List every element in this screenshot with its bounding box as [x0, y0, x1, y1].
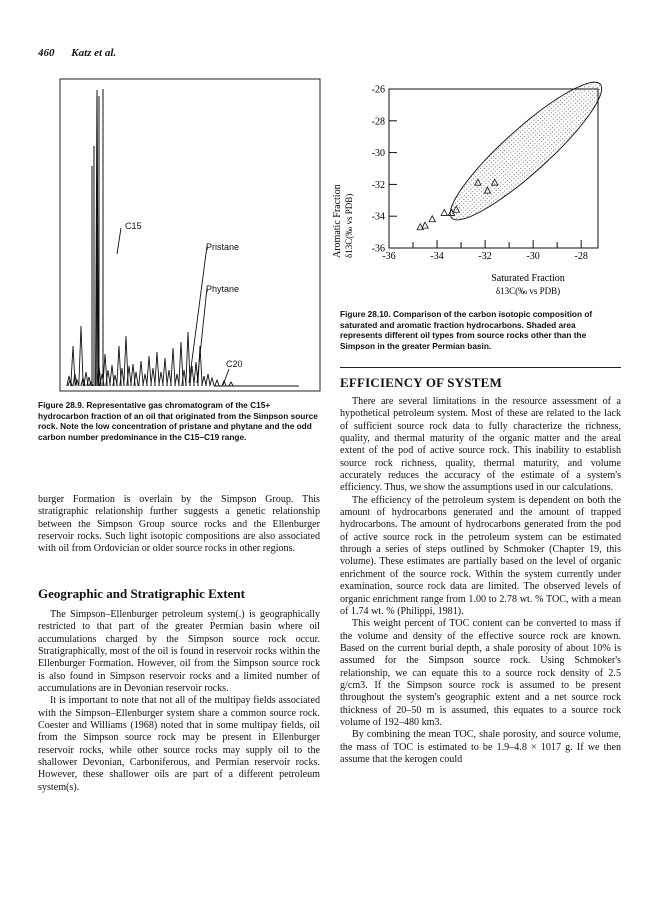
y-tick-label: -30	[371, 148, 385, 160]
x-tick-label: -36	[382, 251, 396, 262]
right-para-2-text: The efficiency of the petroleum system is dependent on both the amount of hydrocarbons generated and the amount of trapped hydrocarbons. The amount of hydrocarbons generated from the pod of active source rock in the petroleum system can be estimated through a series of steps outlined by Schmoker (Chapter 19, this volume). These estimates are partially based on the level of organic enrichment of the source rock. Within the system currently under examination, source rock data are limited. The observed levels of organic enrichment range from 1.00 to 2.78 wt. % TOC, with a mean of 1.74 wt. % (Philippi, 1981).	[340, 494, 621, 617]
isotope-scatter-chart	[332, 78, 622, 303]
shaded-area-other-oils	[437, 78, 615, 234]
chromatogram-figure	[59, 78, 321, 392]
right-para-3-text: This weight percent of TOC content can be converted to mass if the volume and density of the effective source rock are known. Based on the current burial depth, a shale porosity of about 10% is assumed for the Simpson source rock. Using Schmoker's relationship, we can equate this to a source rock density of 2.5 g/cm3. If the Simpson source rock is assumed to be present throughout the system's geographic extent and a net source rock thickness of 20–50 m is assumed, this equates to a source rock volume of 192–480 km3.	[340, 618, 621, 728]
scatter-axes	[372, 78, 615, 262]
right-para-4-text: By combining the mean TOC, shale porosity, and source volume, the mass of TOC is estimated to be 1.9–4.8 × 1017 g. If we then assume that the kerogen could	[340, 729, 621, 765]
x-tick-label: -34	[430, 251, 444, 262]
chromatogram-peak	[147, 356, 151, 386]
chromatogram-peak	[163, 358, 167, 386]
chromatogram-peak	[202, 376, 206, 386]
y-tick-label: -36	[371, 243, 385, 255]
chromatogram-peaks	[67, 89, 233, 386]
left-column-body	[38, 609, 320, 794]
figure-28-9-caption: Figure 28.9. Representative gas chromatogram of the C15+ hydrocarbon fraction of an oil that originated from the Simpson source rock. Note the low concentration of pristane and phytane and the odd carbon number predominance in the C15–C19 range.	[38, 400, 318, 442]
section-rule	[340, 367, 621, 368]
c15-label: C15	[125, 221, 142, 231]
c20-pointer	[223, 369, 229, 385]
x-tick-label: -30	[526, 251, 540, 262]
chromatogram-peak	[215, 380, 219, 386]
chromatogram-peak	[71, 346, 75, 386]
left-column-para-1	[38, 494, 320, 556]
figure-28-10-caption: Figure 28.10. Comparison of the carbon isotopic composition of saturated and aromatic fraction hydrocarbons. Shaded area represents different oil types from source rocks other than the Simpson in the greater Permian basin.	[340, 309, 593, 351]
chromatogram-peak	[79, 326, 83, 386]
y-axis-units: δ13C(‰ vs PDB)	[344, 193, 354, 258]
right-column-body	[340, 396, 621, 766]
section-heading-extent: Geographic and Stratigraphic Extent	[38, 586, 245, 601]
phytane-pointer	[197, 288, 207, 383]
x-tick-label: -32	[478, 251, 492, 262]
chromatogram-peak	[206, 374, 210, 386]
chromatogram-peak	[155, 352, 159, 386]
phytane-label: Phytane	[206, 284, 240, 294]
y-tick-label: -32	[371, 179, 385, 191]
y-tick-label: -26	[371, 84, 385, 96]
chromatogram-peak	[229, 382, 233, 386]
chromatogram-peak	[68, 380, 72, 386]
right-para-1-text: There are several limitations in the resource assessment of a hypothetical petroleum system. Most of these are related to the lack of sufficient source rock data to fully characterize the richness, quality, and thermal maturity of the organic matter and the areal extent of the pod of active source rock. This inability to establish source rock richness, quality, thermal maturity, and volume accurately reduces the accuracy of the estimate of a system's efficiency. Thus, we show the assumptions used in our calculations.	[340, 396, 621, 494]
c15-pointer	[117, 228, 121, 254]
data-point-triangle	[422, 222, 428, 228]
running-authors: Katz et al.	[71, 47, 117, 59]
c20-label: C20	[226, 359, 243, 369]
chromatogram-peak	[171, 348, 175, 386]
x-axis-units: δ13C(‰ vs PDB)	[495, 286, 561, 296]
left-para-1-text: burger Formation is overlain by the Simpson Group. This stratigraphic relationship further suggests a genetic relationship between the Simpson Group source rocks and the Ellenburger reservoir rocks. Such light isotopic compositions are also associated with oil from Ordovician or older source rocks in other regions.	[38, 494, 320, 555]
y-tick-label: -34	[371, 211, 385, 223]
page-number: 460	[38, 47, 55, 59]
y-axis-title: Aromatic Fraction	[332, 184, 343, 258]
section-heading-efficiency: EFFICIENCY OF SYSTEM	[340, 375, 502, 390]
data-point-triangle	[441, 209, 447, 215]
data-point-triangle	[429, 216, 435, 222]
chromatogram-peak	[139, 361, 143, 386]
x-axis-title: Saturated Fraction	[491, 273, 565, 284]
y-tick-label: -28	[371, 116, 385, 128]
x-tick-label: -28	[574, 251, 588, 262]
running-header	[38, 47, 116, 59]
pristane-label: Pristane	[206, 242, 240, 252]
chromatogram-peak	[87, 377, 91, 386]
left-para-2-text: The Simpson–Ellenburger petroleum system(.) is geographically restricted to that part of the greater Permian basin where oil accumulations charged by the Simpson source rock occur. Stratigraphically, most of the oil is found in reservoir rocks within the Ellenburger Formation. However, oil from the Simpson source rock is also found in Simpson reservoir rocks and a limited number of accumulations are in Devonian reservoir rocks.	[38, 609, 320, 695]
left-para-3-text: It is important to note that not all of the multipay fields associated with the Simpson–Ellenburger system share a common source rock. Coester and Williams (1968) noted that in some multipay fields, oil from the Simpson source rock may be present in Ellenburger reservoir rocks, while other source rocks may supply oil to the shallower Devonian, Carboniferous, and Permian reservoir rocks. However, these shallower oils are part of a different petroleum system(s).	[38, 695, 320, 793]
chromatogram-peak	[210, 378, 214, 386]
